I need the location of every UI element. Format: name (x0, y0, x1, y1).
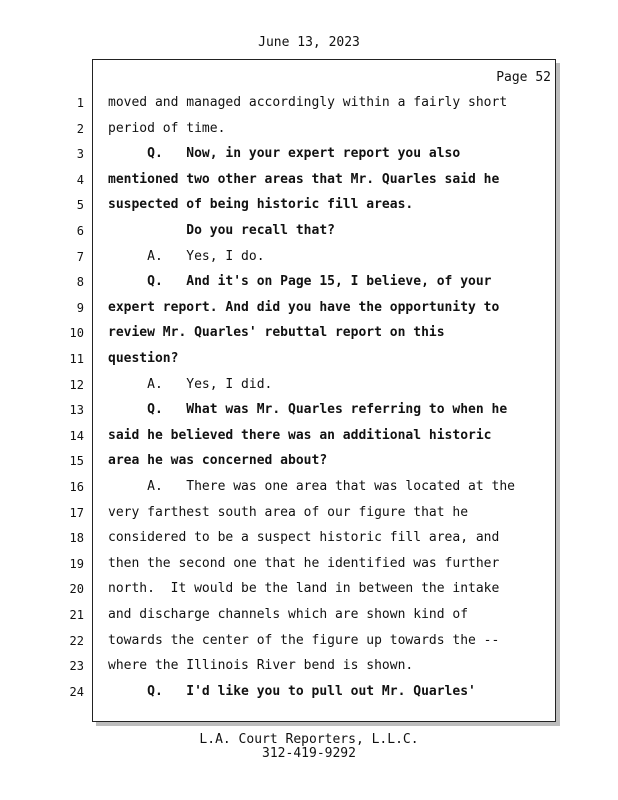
transcript-line (0, 121, 618, 141)
transcript-line (0, 479, 618, 499)
transcript-line (0, 505, 618, 525)
line-number: 3 (76, 147, 84, 162)
transcript-line (0, 530, 618, 550)
transcript-line (0, 325, 618, 345)
line-number: 8 (76, 275, 84, 290)
transcript-line (0, 351, 618, 371)
line-number: 2 (76, 121, 84, 136)
footer-company: L.A. Court Reporters, L.L.C. (199, 732, 419, 747)
line-text: Q. Now, in your expert report you also (108, 146, 461, 162)
line-number: 4 (76, 172, 84, 187)
transcript-line (0, 274, 618, 294)
line-number: 13 (69, 403, 84, 418)
line-text: A. There was one area that was located at the (108, 479, 515, 494)
line-number: 6 (76, 224, 84, 238)
line-number: 15 (69, 454, 84, 469)
transcript-line (0, 402, 618, 422)
line-number: 10 (69, 326, 84, 341)
line-number: 12 (69, 377, 84, 392)
line-number: 1 (76, 96, 84, 110)
line-text: expert report. And did you have the opportunity to (108, 299, 500, 315)
transcript-line (0, 684, 618, 704)
line-text: A. Yes, I do. (108, 248, 265, 264)
transcript-line (0, 249, 618, 269)
line-text: where the Illinois River bend is shown. (108, 658, 414, 674)
line-text: area he was concerned about? (108, 453, 328, 469)
transcript-line (0, 658, 618, 678)
transcript-line (0, 95, 618, 115)
line-number: 17 (69, 505, 84, 520)
transcript-line (0, 633, 618, 653)
footer-phone: 312-419-9292 (262, 746, 356, 761)
line-number: 5 (76, 198, 84, 213)
line-text: considered to be a suspect historic fill area, and (108, 530, 500, 546)
line-number: 7 (76, 249, 84, 264)
transcript-line (0, 453, 618, 473)
page-number: Page 52 (496, 70, 551, 85)
line-text: north. It would be the land in between the intake (108, 581, 500, 597)
line-number: 18 (69, 531, 84, 546)
line-text: very farthest south area of our figure that he (108, 504, 469, 520)
line-text: Q. I'd like you to pull out Mr. Quarles' (108, 683, 476, 699)
line-number: 23 (69, 659, 84, 674)
line-number: 14 (69, 428, 84, 443)
line-text: mentioned two other areas that Mr. Quarles said he (108, 171, 500, 187)
transcript-date: June 13, 2023 (258, 35, 360, 50)
line-text: Q. And it's on Page 15, I believe, of your (108, 274, 492, 290)
transcript-line (0, 197, 618, 217)
transcript-line (0, 556, 618, 576)
line-number: 24 (69, 684, 84, 699)
line-text: question? (108, 351, 179, 366)
line-number: 22 (69, 633, 84, 648)
line-number: 19 (69, 556, 84, 571)
line-text: towards the center of the figure up towards the -- (108, 632, 500, 648)
line-text: then the second one that he identified was further (108, 555, 500, 571)
transcript-line (0, 607, 618, 627)
line-text: said he believed there was an additional historic (108, 427, 492, 443)
line-number: 11 (69, 352, 84, 366)
line-text: A. Yes, I did. (108, 376, 273, 392)
line-number: 21 (69, 608, 84, 622)
transcript-line (0, 223, 618, 243)
line-text: Q. What was Mr. Quarles referring to when he (108, 402, 508, 418)
transcript-line (0, 428, 618, 448)
transcript-line (0, 300, 618, 320)
transcript-line (0, 377, 618, 397)
transcript-line (0, 172, 618, 192)
line-number: 16 (69, 480, 84, 494)
transcript-line (0, 146, 618, 166)
line-number: 9 (76, 300, 84, 315)
line-text: and discharge channels which are shown kind of (108, 607, 469, 622)
line-text: review Mr. Quarles' rebuttal report on this (108, 325, 445, 341)
line-text: moved and managed accordingly within a fairly short (108, 95, 508, 110)
line-text: period of time. (108, 120, 226, 136)
line-text: Do you recall that? (108, 223, 335, 238)
line-text: suspected of being historic fill areas. (108, 197, 414, 213)
transcript-line (0, 581, 618, 601)
line-number: 20 (69, 582, 84, 597)
